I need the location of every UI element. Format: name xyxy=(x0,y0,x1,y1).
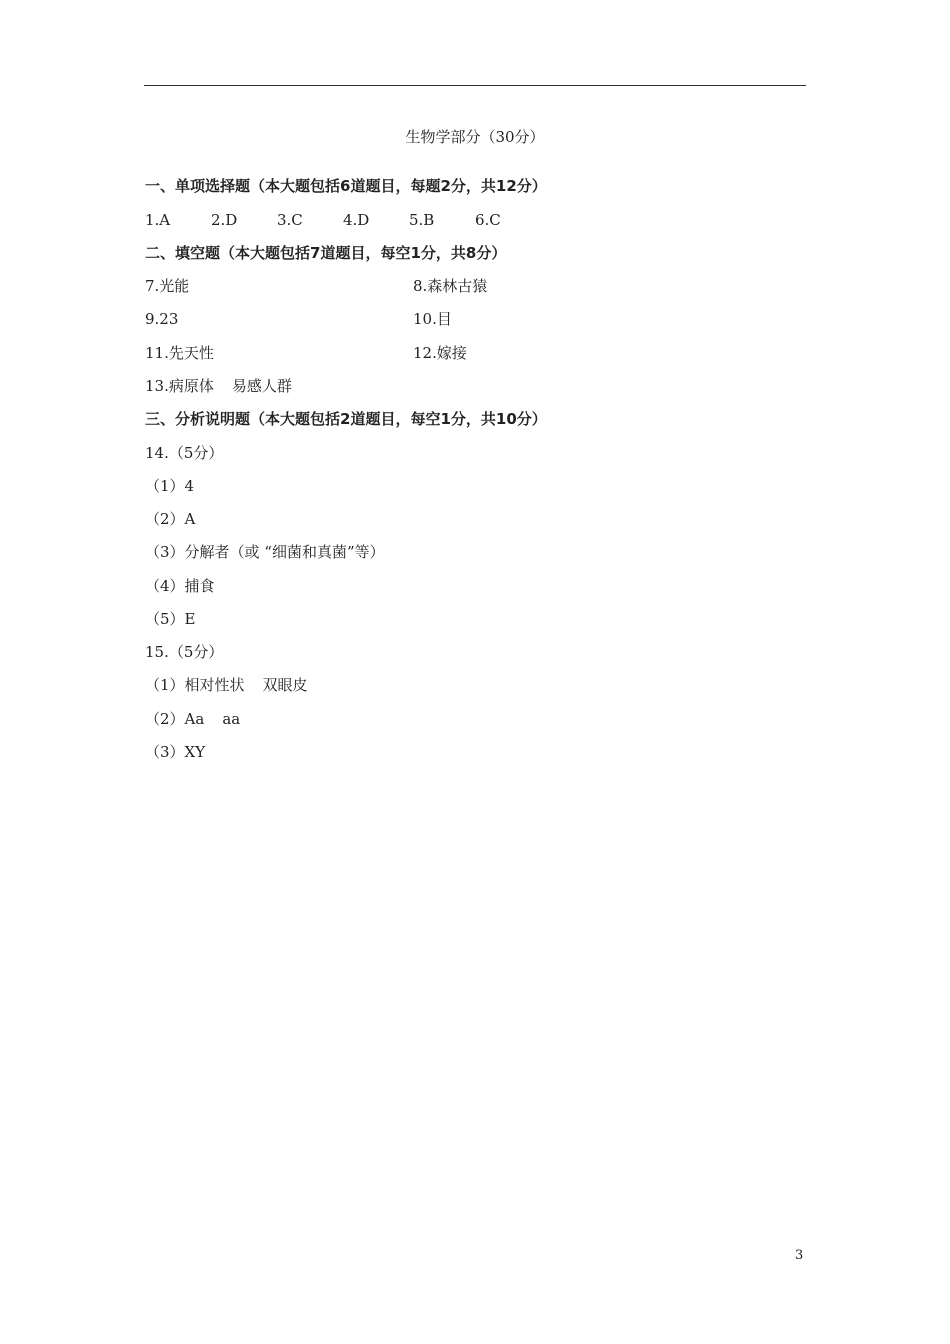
answer-3: 3.C xyxy=(277,211,303,229)
answer-2: 2.D xyxy=(211,211,238,229)
answer-15-1 xyxy=(145,675,308,695)
section2-heading: 二、填空题（本大题包括7道题目，每空1分，共8分） xyxy=(145,244,507,262)
answer-9: 9.23 xyxy=(145,310,179,328)
answer-10: 10.目 xyxy=(413,310,452,328)
section1-heading: 一、单项选择题（本大题包括6道题目，每题2分，共12分） xyxy=(145,177,547,195)
answer-13-part2: 易感人群 xyxy=(231,377,292,395)
answer-15-2 xyxy=(145,709,240,729)
answer-1: 1.A xyxy=(145,211,171,229)
answer-15-1-part1: （1）相对性状 xyxy=(145,676,245,694)
question-14-label: 14.（5分） xyxy=(145,444,224,462)
answer-14-4: （4）捕食 xyxy=(145,577,215,595)
answer-15-2-part1: （2）Aa xyxy=(145,710,205,728)
answer-15-2-part2: aa xyxy=(222,710,241,728)
section1-answers xyxy=(145,210,541,230)
answer-11: 11.先天性 xyxy=(145,344,214,362)
answer-12: 12.嫁接 xyxy=(413,344,467,362)
answer-8: 8.森林古猿 xyxy=(413,277,488,295)
answer-14-5: （5）E xyxy=(145,610,196,628)
answer-7: 7.光能 xyxy=(145,277,190,295)
section3-heading: 三、分析说明题（本大题包括2道题目，每空1分，共10分） xyxy=(145,410,547,428)
answer-6: 6.C xyxy=(475,211,501,229)
answer-14-1: （1）4 xyxy=(145,477,195,495)
answer-14-2: （2）A xyxy=(145,510,196,528)
page-title: 生物学部分（30分） xyxy=(405,128,545,146)
answer-15-1-part2: 双眼皮 xyxy=(262,676,308,694)
answer-15-3: （3）XY xyxy=(145,743,206,761)
answer-5: 5.B xyxy=(409,211,435,229)
page-number: 3 xyxy=(795,1248,804,1263)
answer-14-3: （3）分解者（或 “细菌和真菌”等） xyxy=(145,543,385,561)
answer-13-part1: 13.病原体 xyxy=(145,377,214,395)
answer-4: 4.D xyxy=(343,211,370,229)
header-rule xyxy=(144,85,806,86)
answer-13 xyxy=(145,376,292,396)
question-15-label: 15.（5分） xyxy=(145,643,224,661)
